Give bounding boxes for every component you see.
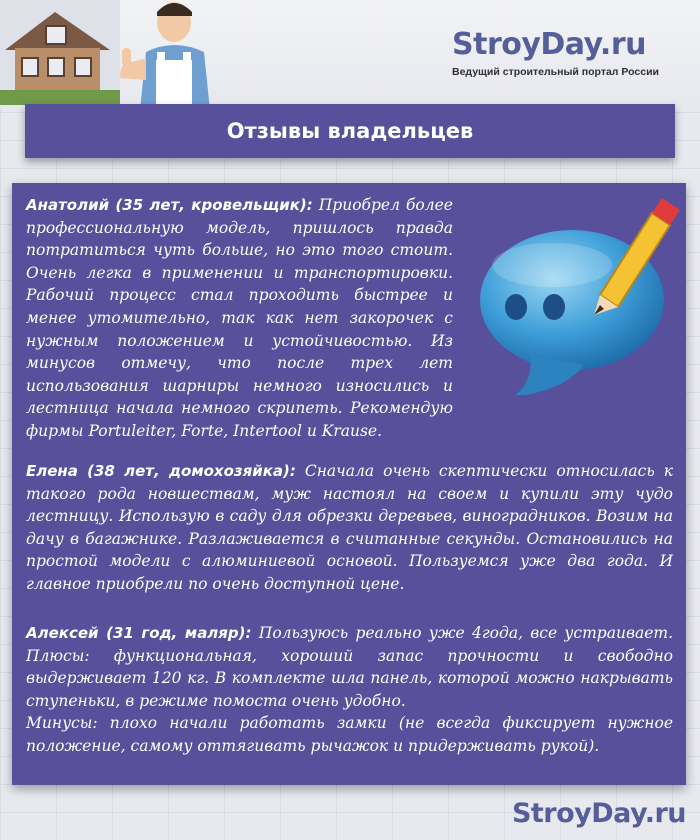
review-author: Елена (38 лет, домохозяйка):	[26, 462, 296, 480]
top-banner	[0, 0, 700, 110]
review-cons: Минусы: плохо начали работать замки (не всегда фиксирует нужное положение, самому оттягивать рычажок и придерживать рукой).	[26, 714, 673, 755]
brand-tagline: Ведущий строительный портал России	[452, 66, 660, 78]
review-aleksey	[26, 622, 673, 758]
review-text: Приобрел более профессиональную модель, пришлось правда потратиться чуть больше, но это того стоит. Очень легка в применении и транспортировки. Рабочий процесс стал проходить быстрее и менее утомительно, так как нет закорочек с нужным положением и устойчивостью. Из минусов отмечу, что после трех лет использования шарниры немного износились и лестница начала немного скрипеть. Рекомендую фирмы Portuleiter, Forte, Intertool и Krause.	[26, 196, 453, 440]
footer-logo[interactable]: StroyDay.ru	[511, 798, 686, 829]
review-elena	[26, 460, 673, 596]
page-title: Отзывы владельцев	[226, 119, 474, 143]
house-illustration	[0, 0, 120, 105]
reviews-panel	[12, 183, 686, 785]
review-text: Пользуюсь реально уже 4года, все устраивает. Плюсы: функциональная, хороший запас прочности и свободно выдерживает 120 кг. В комплекте шла панель, которой можно накрывать ступеньки, в режиме помоста очень удобно.	[26, 624, 674, 710]
review-text: Сначала очень скептически относилась к такого рода новшествам, муж настоял на своем и купили эту чудо лестницу. Использую в саду для обрезки деревьев, виноградников. Возим на дачу в багажнике. Разлаживается в считанные секунды. Остановились на простой модели с алюминиевой основой. Пользуемся уже два года. И главное приобрели по очень доступной цене.	[26, 462, 673, 593]
chat-bubble-icon	[472, 195, 682, 395]
review-author: Анатолий (35 лет, кровельщик):	[26, 196, 313, 214]
review-anatoly	[26, 194, 453, 443]
brand-name: StroyDay.ru	[452, 27, 646, 62]
worker-illustration	[112, 0, 232, 110]
review-author: Алексей (31 год, маляр):	[26, 624, 252, 642]
brand-logo[interactable]	[452, 27, 660, 78]
section-header	[25, 104, 675, 158]
